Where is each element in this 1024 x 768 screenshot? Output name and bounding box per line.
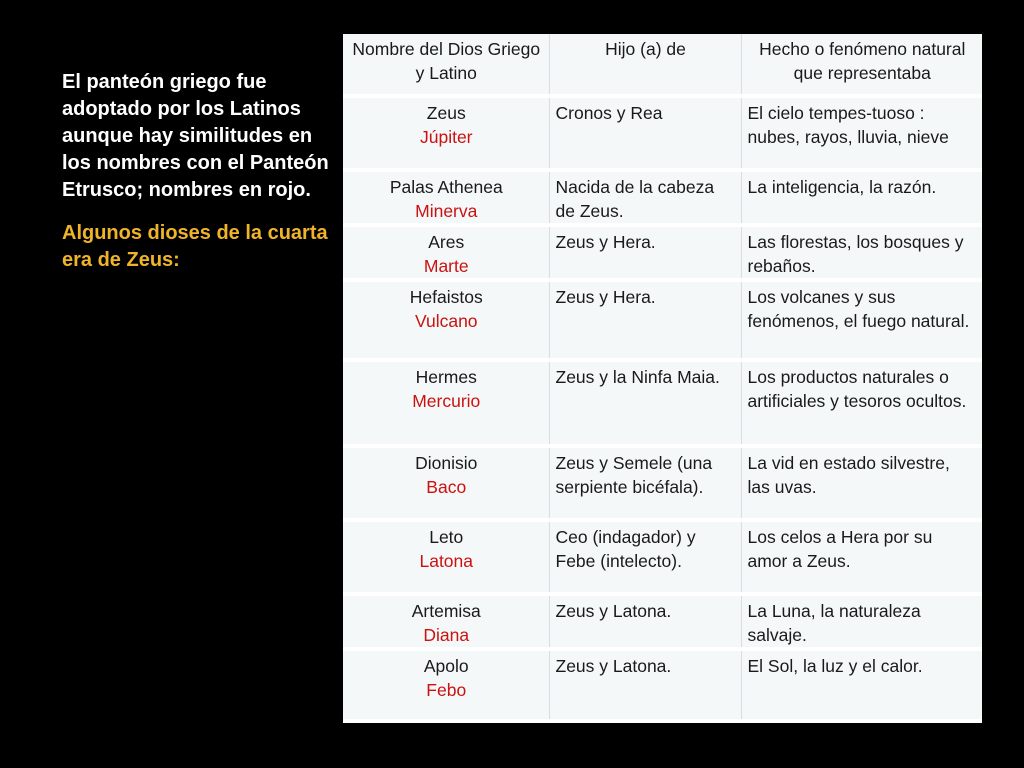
- highlight-text: Algunos dioses de la cuarta era de Zeus:: [62, 222, 328, 271]
- god-name-cell: [343, 360, 549, 446]
- parents-cell: Zeus y Hera.: [549, 225, 741, 280]
- intro-text: El panteón griego fue adoptado por los Latinos aunque hay similitudes en los nombres con el Panteón Etrusco; nombres en rojo.: [62, 71, 329, 201]
- table-row: [343, 649, 982, 721]
- god-name-cell: [343, 594, 549, 649]
- latin-name: Marte: [423, 256, 469, 276]
- phenomenon-cell: El cielo tempes-tuoso : nubes, rayos, lluvia, nieve: [741, 96, 982, 170]
- parents-cell: Nacida de la cabeza de Zeus.: [549, 170, 741, 225]
- god-name-cell: [343, 170, 549, 225]
- greek-name: Leto: [429, 527, 464, 547]
- phenomenon-cell: La Luna, la naturaleza salvaje.: [741, 594, 982, 649]
- latin-name: Júpiter: [419, 127, 473, 147]
- table-row: [343, 446, 982, 520]
- greek-name: Hefaistos: [409, 287, 483, 307]
- latin-name: Minerva: [415, 201, 478, 221]
- header-parents: Hijo (a) de: [549, 34, 741, 96]
- parents-cell: Zeus y Semele (una serpiente bicéfala).: [549, 446, 741, 520]
- gods-table: [343, 34, 982, 723]
- parents-cell: Zeus y Hera.: [549, 280, 741, 360]
- header-god-name: Nombre del Dios Griego y Latino: [343, 34, 549, 96]
- table-row: [343, 520, 982, 594]
- latin-name: Diana: [423, 625, 470, 645]
- table-row: [343, 170, 982, 225]
- god-name-cell: [343, 280, 549, 360]
- phenomenon-cell: La vid en estado silvestre, las uvas.: [741, 446, 982, 520]
- greek-name: Hermes: [415, 367, 477, 387]
- parents-cell: Zeus y la Ninfa Maia.: [549, 360, 741, 446]
- table-row: [343, 594, 982, 649]
- parents-cell: Zeus y Latona.: [549, 649, 741, 721]
- header-phenomenon: Hecho o fenómeno natural que representaba: [741, 34, 982, 96]
- greek-name: Palas Athenea: [389, 177, 503, 197]
- greek-name: Dionisio: [415, 453, 478, 473]
- greek-name: Apolo: [423, 656, 469, 676]
- greek-name: Zeus: [426, 103, 466, 123]
- latin-name: Mercurio: [412, 391, 481, 411]
- table-row: [343, 96, 982, 170]
- phenomenon-cell: Los volcanes y sus fenómenos, el fuego natural.: [741, 280, 982, 360]
- phenomenon-cell: Los celos a Hera por su amor a Zeus.: [741, 520, 982, 594]
- god-name-cell: [343, 225, 549, 280]
- table-row: [343, 360, 982, 446]
- latin-name: Latona: [419, 551, 474, 571]
- god-name-cell: [343, 446, 549, 520]
- phenomenon-cell: Los productos naturales o artificiales y tesoros ocultos.: [741, 360, 982, 446]
- latin-name: Febo: [426, 680, 467, 700]
- parents-cell: Ceo (indagador) y Febe (intelecto).: [549, 520, 741, 594]
- table-header-row: [343, 34, 982, 96]
- left-text-panel: [62, 69, 337, 274]
- phenomenon-cell: Las florestas, los bosques y rebaños.: [741, 225, 982, 280]
- phenomenon-cell: El Sol, la luz y el calor.: [741, 649, 982, 721]
- god-name-cell: [343, 649, 549, 721]
- parents-cell: Zeus y Latona.: [549, 594, 741, 649]
- phenomenon-cell: La inteligencia, la razón.: [741, 170, 982, 225]
- latin-name: Vulcano: [414, 311, 478, 331]
- table-row: [343, 280, 982, 360]
- greek-name: Artemisa: [411, 601, 481, 621]
- table-row: [343, 225, 982, 280]
- greek-name: Ares: [428, 232, 465, 252]
- gods-table-container: [343, 34, 982, 723]
- god-name-cell: [343, 520, 549, 594]
- latin-name: Baco: [426, 477, 467, 497]
- parents-cell: Cronos y Rea: [549, 96, 741, 170]
- god-name-cell: [343, 96, 549, 170]
